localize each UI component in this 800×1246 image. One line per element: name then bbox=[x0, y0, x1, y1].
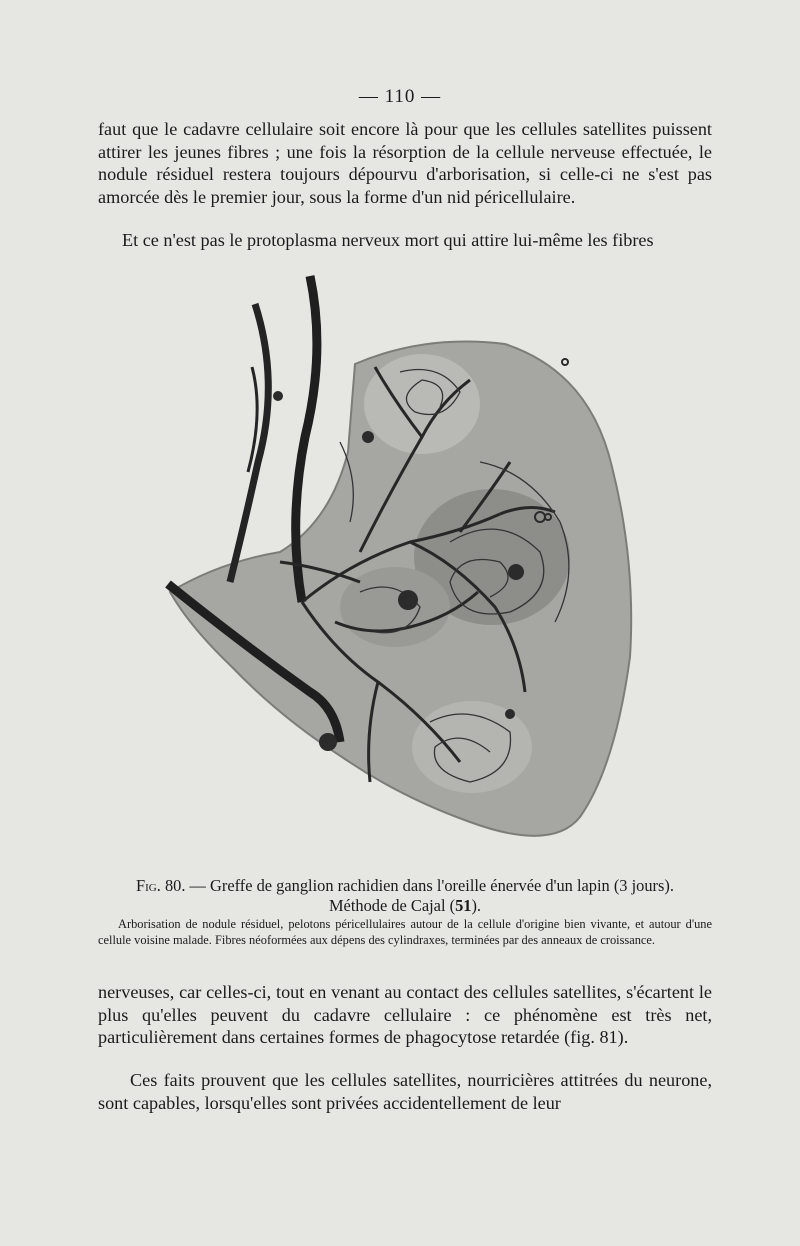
paragraph-1: faut que le cadavre cellulaire soit encore là pour que les cellules satellites puissent attirer les jeunes fibres ; une fois la résorption de la cellule nerveuse effectuée, le nodule résiduel restera toujours dépourvu d'arborisation, si celle-ci ne s'est pas amorcée dès le premier jour, sous la forme d'un nid péricellulaire. bbox=[98, 119, 712, 207]
paragraph-3: nerveuses, car celles-ci, tout en venant au contact des cellules satellites, s'écartent le plus qu'elles peuvent du cadavre cellulaire : ce phénomène est très net, particulièrement dans certaines formes de phagocytose retardée (fig. 81). bbox=[98, 982, 712, 1048]
figure-caption bbox=[98, 876, 712, 916]
figure-method-ref: 51 bbox=[455, 896, 472, 915]
figure-legend: Arborisation de nodule résiduel, pelotons péricellulaires autour de la cellule d'origine bien vivante, et autour d'une cellule voisine malade. Fibres néoformées aux dépens des cylindraxes, terminées par des anneaux de croissance. bbox=[98, 917, 712, 947]
figure-method-prefix: Méthode de Cajal ( bbox=[328, 896, 456, 915]
figure-label: Fig. 80. bbox=[136, 876, 186, 895]
ganglion-drawing bbox=[160, 262, 640, 872]
figure-method-suffix: ). bbox=[471, 896, 482, 915]
figure-caption-text: — Greffe de ganglion rachidien dans l'oreille énervée d'un lapin (3 jours). bbox=[185, 876, 674, 895]
figure-80-illustration bbox=[160, 262, 640, 872]
paragraph-2: Et ce n'est pas le protoplasma nerveux mort qui attire lui-même les fibres bbox=[122, 230, 654, 250]
paragraph-4: Ces faits prouvent que les cellules satellites, nourricières attitrées du neurone, sont capables, lorsqu'elles sont privées accidentellement de leur bbox=[98, 1070, 712, 1113]
page-number: — 110 — bbox=[358, 86, 442, 107]
nerve-fiber-left bbox=[230, 304, 268, 582]
